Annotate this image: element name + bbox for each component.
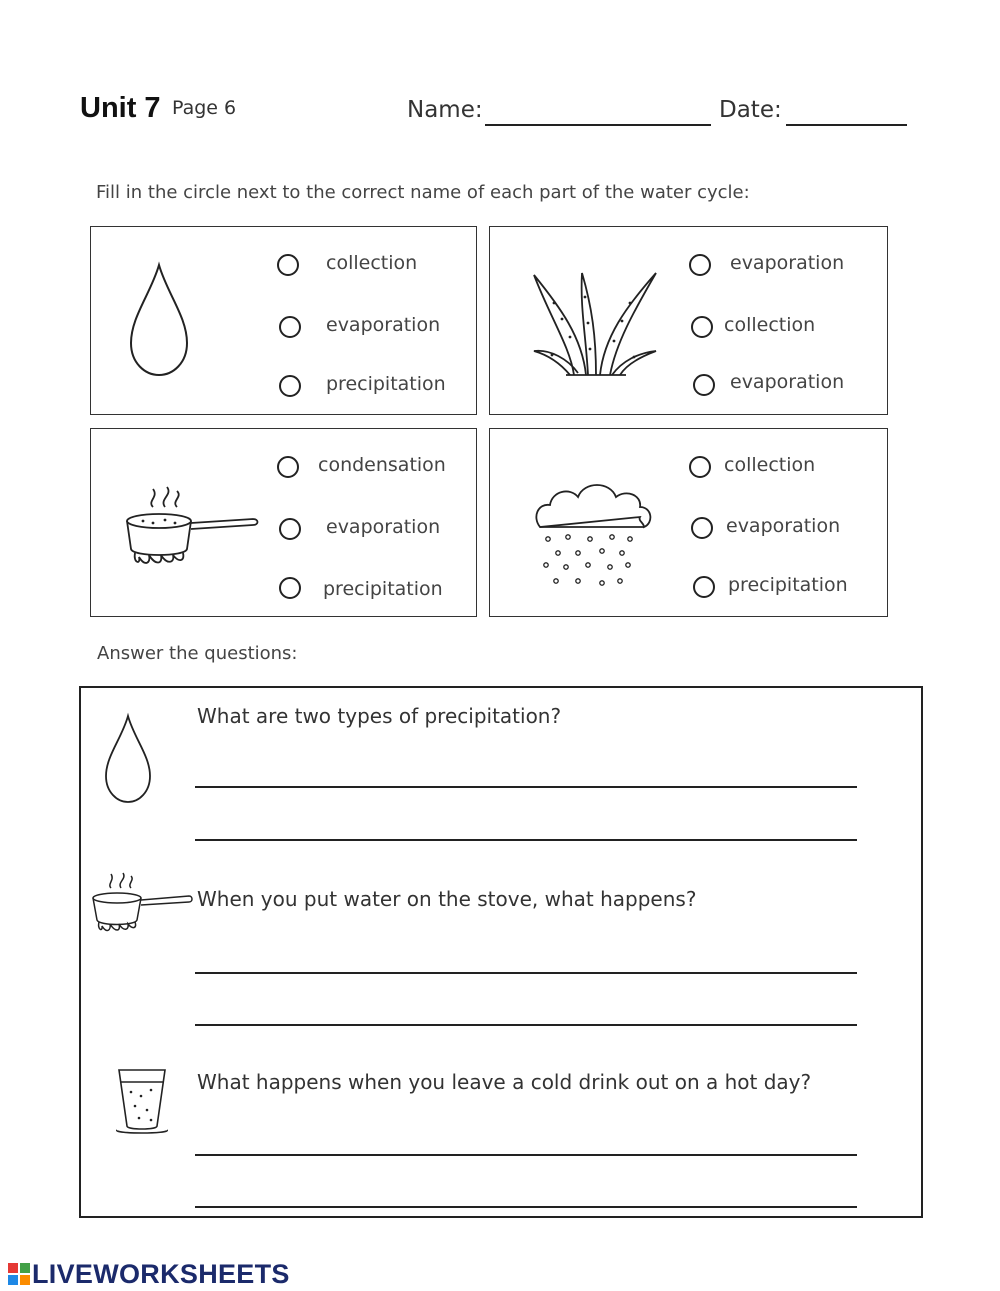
answer-1a-input[interactable] [195,762,857,788]
matching-box-2 [489,226,888,415]
answer-2a-input[interactable] [195,948,857,974]
matching-box-1 [90,226,477,415]
answer-3a-input[interactable] [195,1130,857,1156]
option-circle-collection[interactable] [691,316,713,338]
option-label: evaporation [730,371,845,393]
grass-icon [530,267,660,379]
answer-1b-input[interactable] [195,815,857,841]
rain-cloud-icon [532,477,656,593]
boiling-pot-icon [91,872,193,936]
option-circle-collection[interactable] [277,254,299,276]
option-circle-evaporation[interactable] [691,517,713,539]
liveworksheets-logo[interactable] [8,1259,290,1289]
answer-2b-input[interactable] [195,1000,857,1026]
option-circle-evaporation[interactable] [693,374,715,396]
glass-of-water-icon [113,1066,171,1136]
date-label: Date: [719,97,782,123]
option-label: evaporation [726,515,841,537]
option-label: precipitation [326,373,446,395]
option-circle-precipitation[interactable] [279,577,301,599]
name-label: Name: [407,97,483,123]
question-1: What are two types of precipitation? [197,704,562,728]
boiling-pot-icon [123,485,259,571]
option-label: evaporation [730,252,845,274]
questions-title: Answer the questions: [97,643,298,664]
option-label: evaporation [326,516,441,538]
instructions: Fill in the circle next to the correct name of each part of the water cycle: [96,182,750,203]
option-label: evaporation [326,314,441,336]
date-field[interactable] [786,124,907,126]
answer-3b-input[interactable] [195,1182,857,1208]
option-label: condensation [318,454,446,476]
option-label: collection [724,454,816,476]
questions-box [79,686,923,1218]
page-number: Page 6 [172,97,237,119]
question-2: When you put water on the stove, what happens? [197,887,697,911]
logo-grid-icon [8,1263,30,1285]
option-circle-collection[interactable] [689,456,711,478]
option-circle-condensation[interactable] [277,456,299,478]
option-circle-evaporation[interactable] [279,518,301,540]
question-3: What happens when you leave a cold drink out on a hot day? [197,1070,812,1094]
option-label: precipitation [728,574,848,596]
option-circle-evaporation[interactable] [689,254,711,276]
option-circle-evaporation[interactable] [279,316,301,338]
matching-box-4 [489,428,888,617]
option-label: precipitation [323,578,443,600]
option-circle-precipitation[interactable] [279,375,301,397]
brand-name: LIVEWORKSHEETS [32,1258,290,1289]
matching-box-3 [90,428,477,617]
name-field[interactable] [485,124,711,126]
water-drop-icon [127,263,191,379]
option-label: collection [326,252,418,274]
option-circle-precipitation[interactable] [693,576,715,598]
option-label: collection [724,314,816,336]
unit-title: Unit 7 [80,92,161,124]
water-drop-icon [103,714,153,806]
